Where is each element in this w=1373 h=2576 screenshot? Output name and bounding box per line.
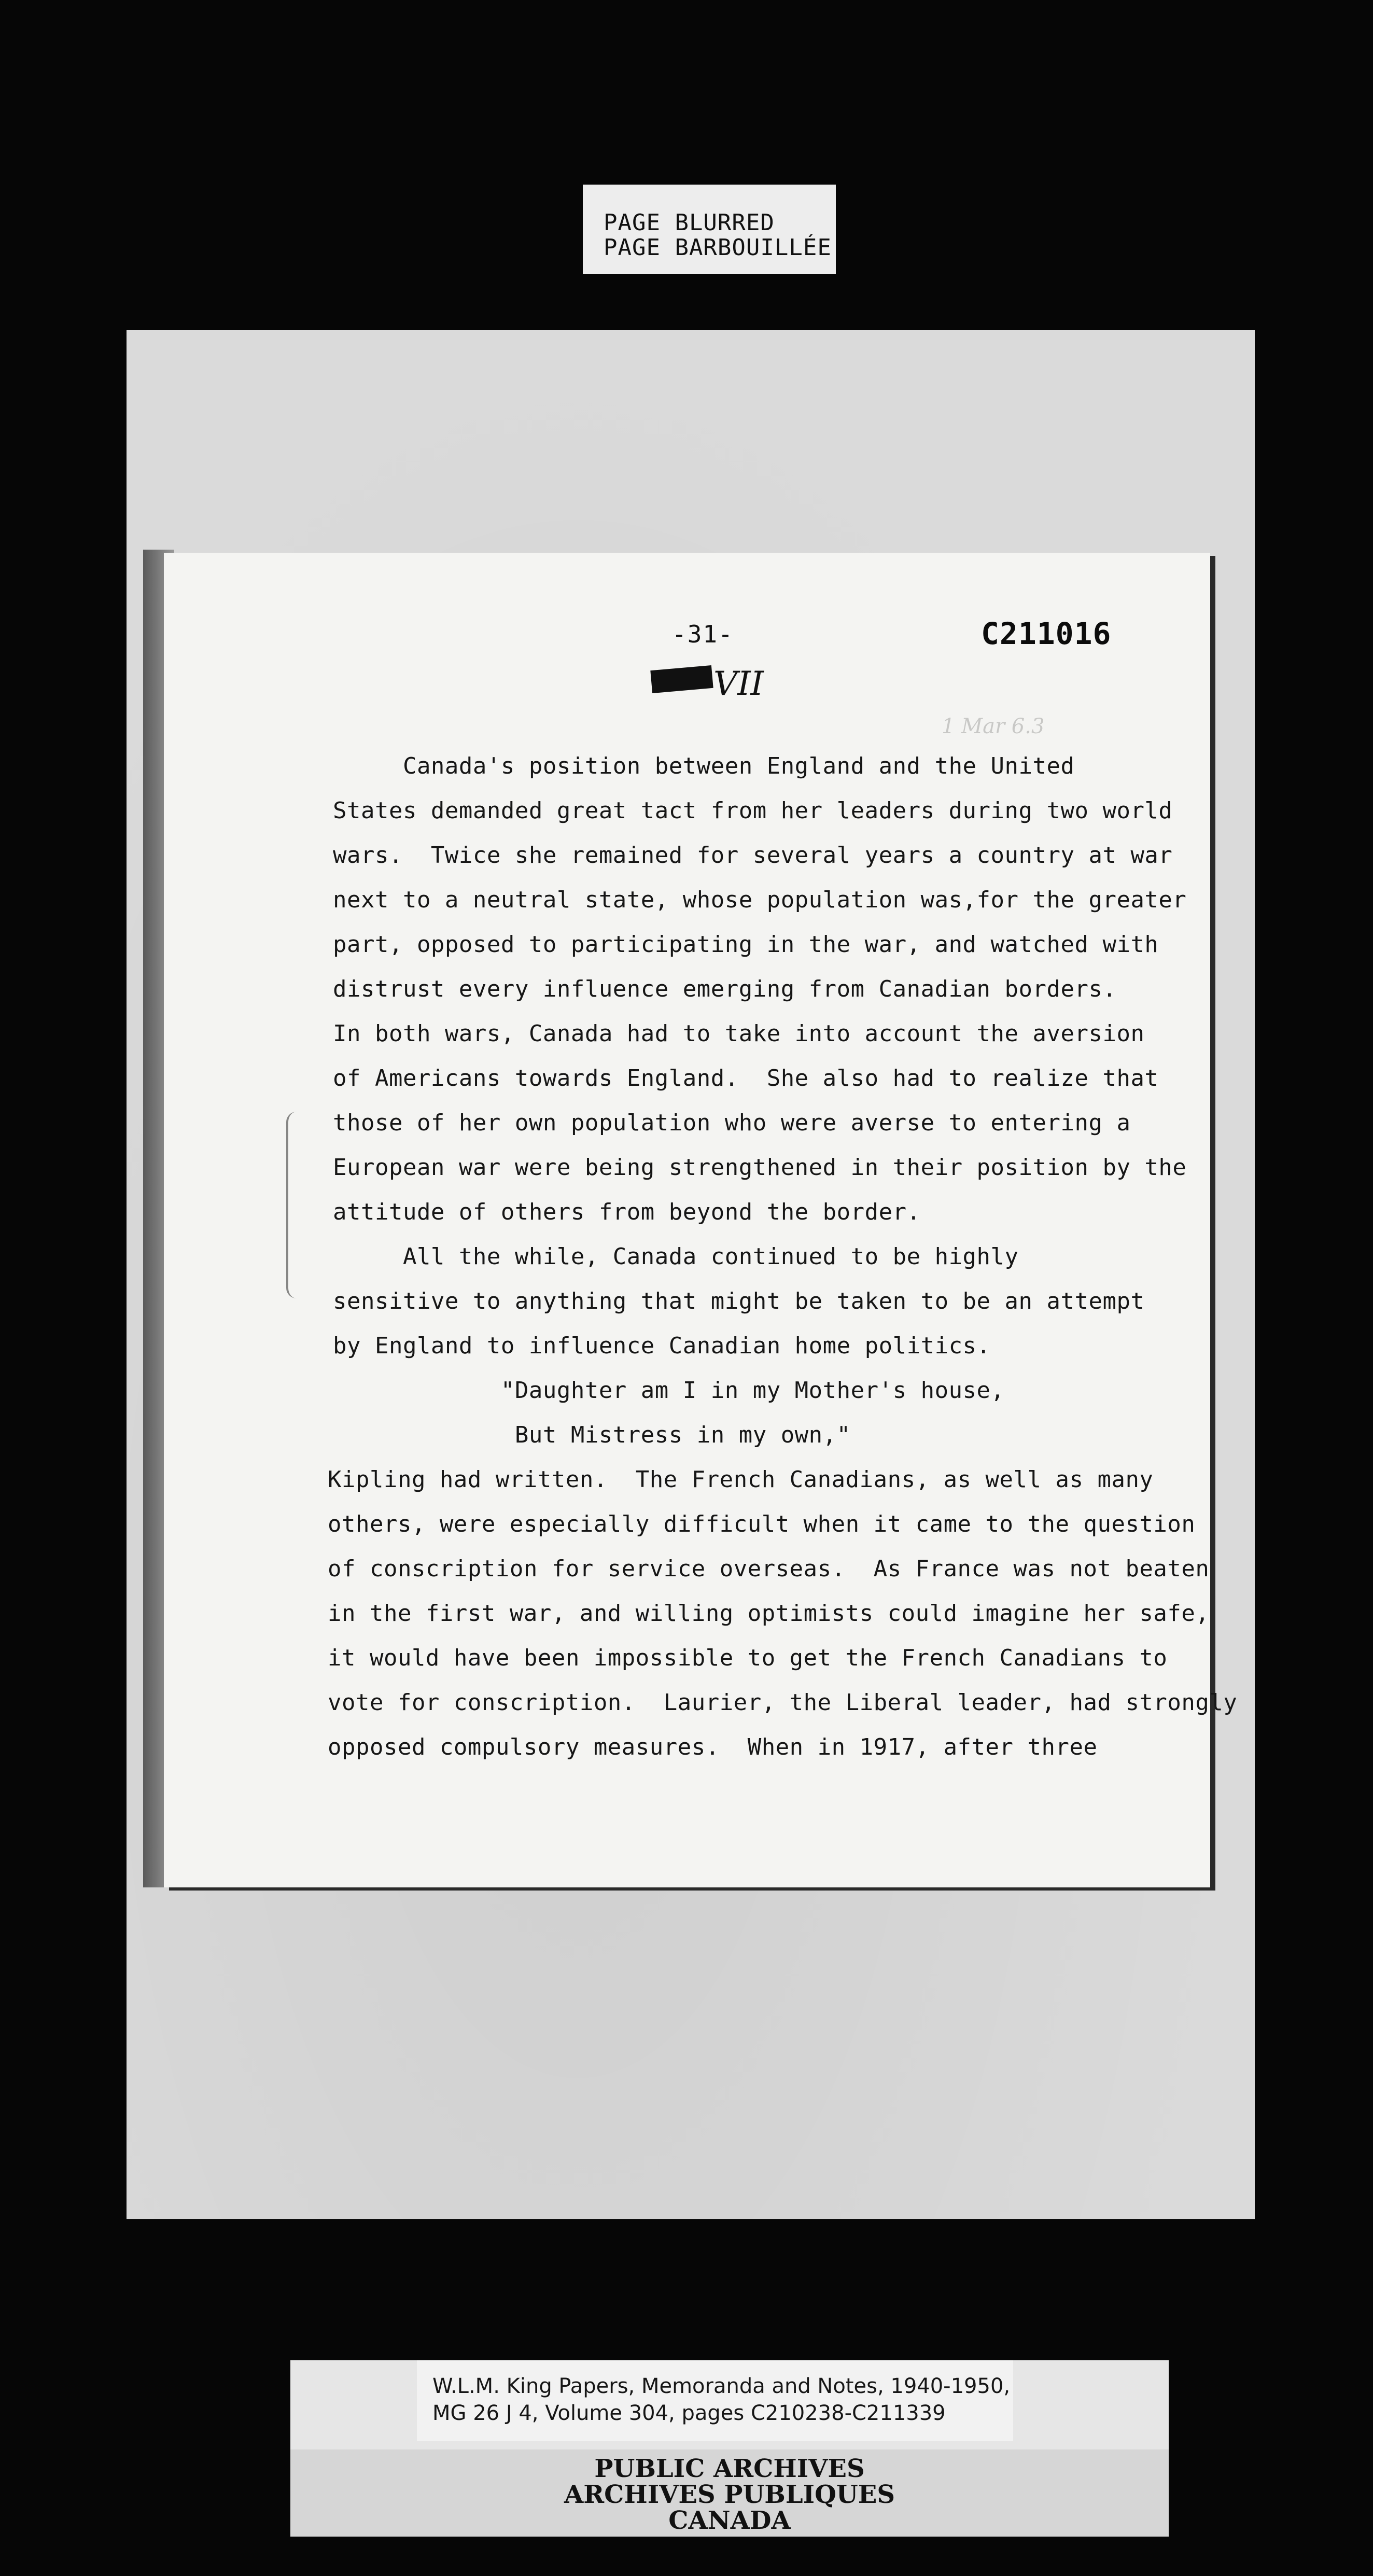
quote-line: "Daughter am I in my Mother's house, bbox=[333, 1377, 1005, 1404]
archive-reference-line: W.L.M. King Papers, Memoranda and Notes, 1940-1950, bbox=[432, 2374, 1011, 2398]
text-line: others, were especially difficult when it came to the question bbox=[328, 1511, 1196, 1537]
archive-reference bbox=[417, 2360, 1013, 2441]
text-line: attitude of others from beyond the border. bbox=[333, 1199, 921, 1225]
faint-pencil-note: 1 Mar 6.3 bbox=[942, 715, 1045, 738]
handwritten-annotation: VII bbox=[713, 665, 764, 703]
text-line: opposed compulsory measures. When in 1917, after three bbox=[328, 1734, 1098, 1760]
text-line: of Americans towards England. She also had to realize that bbox=[333, 1065, 1159, 1091]
text-line: vote for conscription. Laurier, the Liberal leader, had strongly bbox=[328, 1689, 1238, 1716]
blurred-label-fr: PAGE BARBOUILLÉE bbox=[604, 234, 832, 261]
text-line: it would have been impossible to get the French Canadians to bbox=[328, 1645, 1168, 1671]
document-page bbox=[164, 553, 1238, 1887]
archive-country: CANADA bbox=[668, 2506, 791, 2535]
text-line: distrust every influence emerging from Canadian borders. bbox=[333, 976, 1117, 1002]
archive-reference-line: MG 26 J 4, Volume 304, pages C210238-C211339 bbox=[432, 2401, 946, 2425]
text-line: next to a neutral state, whose population was,for the greater bbox=[333, 887, 1187, 913]
margin-mark bbox=[286, 1112, 304, 1298]
text-line: those of her own population who were averse to entering a bbox=[333, 1110, 1131, 1136]
text-line: Kipling had written. The French Canadians, as well as many bbox=[328, 1466, 1154, 1493]
archive-credit bbox=[290, 2360, 1169, 2537]
text-line: All the while, Canada continued to be highly bbox=[333, 1243, 1019, 1270]
text-line: sensitive to anything that might be taken to be an attempt bbox=[333, 1288, 1145, 1314]
text-line: part, opposed to participating in the war, and watched with bbox=[333, 931, 1159, 958]
quote-line: But Mistress in my own," bbox=[333, 1422, 851, 1448]
document-id-stamp: C211016 bbox=[981, 616, 1112, 651]
text-line: European war were being strengthened in their position by the bbox=[333, 1154, 1187, 1181]
text-line: of conscription for service overseas. As France was not beaten bbox=[328, 1556, 1210, 1582]
text-line: In both wars, Canada had to take into account the aversion bbox=[333, 1020, 1145, 1047]
page-number: -31- bbox=[672, 620, 734, 648]
archive-name-fr: ARCHIVES PUBLIQUES bbox=[564, 2480, 895, 2509]
text-line: States demanded great tact from her leaders during two world bbox=[333, 797, 1173, 824]
archive-name-en: PUBLIC ARCHIVES bbox=[594, 2454, 865, 2483]
text-line: wars. Twice she remained for several years a country at war bbox=[333, 842, 1173, 869]
text-line: Canada's position between England and the United bbox=[333, 753, 1075, 779]
text-line: in the first war, and willing optimists could imagine her safe, bbox=[328, 1600, 1210, 1627]
text-line: by England to influence Canadian home politics. bbox=[333, 1333, 991, 1359]
archives-stamp bbox=[290, 2449, 1169, 2537]
blurred-label-en: PAGE BLURRED bbox=[604, 209, 775, 236]
page-blurred-label bbox=[583, 185, 836, 274]
body-text bbox=[328, 553, 1238, 1887]
